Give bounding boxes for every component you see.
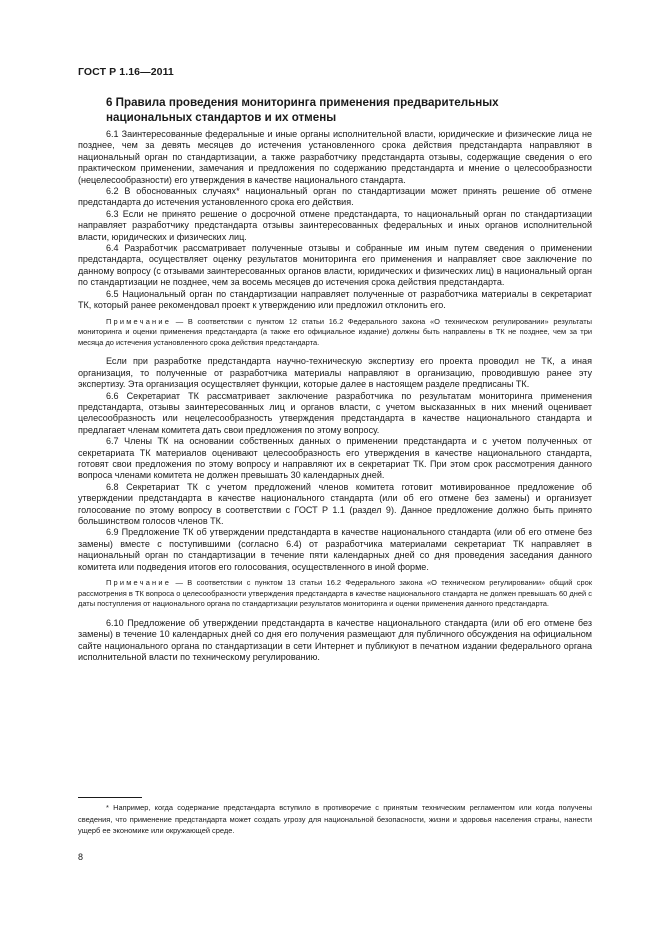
paragraph-6-4: 6.4 Разработчик рассматривает полученные отзывы и собранные им иным путем сведения о применении предстандарта, осуществляет оценку результатов мониторинга его применения и направляет свое заключение по данному вопросу (с отзывами заинтересованных органов власти, юридических и физических лиц) в национальный орган по стандартизации не позднее, чем за восемь месяцев до истечения срока действия предстандарта.: [78, 243, 592, 288]
page-number: 8: [78, 852, 84, 862]
note-label: Примечание: [106, 316, 172, 326]
paragraph-6-1: 6.1 Заинтересованные федеральные и иные органы исполнительной власти, юридические и физические лица не позднее, чем за девять месяцев до истечения установленного срока действия предстандарта направляют в национальный орган по стандартизации, а также разработчику предстандарта отзывы, содержащие сведения о его практическом применении, замечания и предложения по содержанию предстандарта и мнение о целесообразности (нецелесообразности) его утверждения в качестве национального стандарта.: [78, 129, 592, 185]
note-label: Примечание: [106, 578, 172, 587]
footnote: * Например, когда содержание предстандарта вступило в противоречие с принятым техническим регламентом или когда получены сведения, что применение предстандарта может создать угрозу для национальной безопасности, жизни и здоровья населения страны, нанести ущерб ее экономике или окружающей среде.: [78, 803, 592, 836]
paragraph-6-7: 6.7 Члены ТК на основании собственных данных о применении предстандарта и с учетом полученных от секретариата ТК материалов оценивают целесообразность его утверждения в качестве национального стандарта, готовят свои предложения по этому вопросу и направляют их в секретариат ТК. При этом срок рассмотрения данного вопроса членами комитета не должен превышать 30 календарных дней.: [78, 436, 592, 481]
section-title: 6 Правила проведения мониторинга применения предварительных национальных стандартов и их отмены: [106, 96, 499, 124]
document-header: ГОСТ Р 1.16—2011: [78, 66, 174, 78]
footnote-divider: [78, 797, 142, 798]
note-1: [78, 317, 592, 349]
note-text: — В соответствии с пунктом 13 статьи 16.2 Федерального закона «О техническом регулировании» общий срок рассмотрения в ТК вопроса о целесообразности утверждения предстандарта в качестве национального стандарта не должен превышать 60 дней с даты поступления от национального органа по стандартизации результатов мониторинга и оценки применения данного предстандарта.: [78, 578, 592, 609]
paragraph-6-6: 6.6 Секретариат ТК рассматривает заключение разработчика по результатам мониторинга применения предстандарта, отзывы заинтересованных лиц и органов власти, с учетом высказанных в них мнений оценивает целесообразность или нецелесообразность утверждения предстандарта в качестве национального стандарта и предлагает членам комитета дать свои предложения по этому вопросу.: [78, 390, 592, 435]
paragraph-6-5-continued: Если при разработке предстандарта научно-техническую экспертизу его проекта проводил не ТК, а иная организация, то полученные от разработчика материалы направляют в организацию, проводившую ранее эту экспертизу. Эта организация осуществляет функции, которые далее в настоящем разделе предписаны ТК.: [78, 356, 592, 390]
paragraph-6-9: 6.9 Предложение ТК об утверждении предстандарта в качестве национального стандарта (или об его отмене без замены) вместе с поступившими (согласно 6.4) от разработчика материалами секретариат ТК направляет в национальный орган по стандартизации в течение пяти календарных дней со дня проведения заседания данного комитета или подведения итогов его голосования, осуществленного в иной форме.: [78, 527, 592, 572]
paragraph-6-2: 6.2 В обоснованных случаях* национальный орган по стандартизации может принять решение об отмене предстандарта до истечения установленного срока его действия.: [78, 186, 592, 208]
paragraph-6-3: 6.3 Если не принято решение о досрочной отмене предстандарта, то национальный орган по стандартизации направляет разработчику предстандарта отзывы заинтересованных федеральных и иных органов исполнительной власти, юридических и физических лиц.: [78, 208, 592, 242]
paragraph-6-5: 6.5 Национальный орган по стандартизации направляет полученные от разработчика материалы в секретариат ТК, который ранее рекомендовал проект к утверждению или предложил отклонить его.: [78, 288, 592, 311]
document-body: [78, 129, 592, 663]
note-text: — В соответствии с пунктом 12 статьи 16.2 Федерального закона «О техническом регулировании» результаты мониторинга и оценки применения предстандарта (а также его официальное издание) должны быть направлены в ТК не позднее, чем за три месяца до истечения установленного срока действия предстандарта.: [78, 316, 592, 347]
note-2: [78, 578, 592, 610]
paragraph-6-10: 6.10 Предложение об утверждении предстандарта в качестве национального стандарта (или об его отмене без замены) в течение 10 календарных дней со дня его получения размещают для публичного обсуждения на официальном сайте национального органа по стандартизации в сети Интернет и публикуют в печатном издании федерального органа исполнительной власти по техническому регулированию.: [78, 617, 592, 662]
paragraph-6-8: 6.8 Секретариат ТК с учетом предложений членов комитета готовит мотивированное предложение об утверждении предстандарта в качестве национального стандарта (или об его отмене без замены) и организует голосование по этому вопросу в соответствии с ГОСТ Р 1.1 (раздел 9). Данное предложение должно быть принято большинством голосов членов ТК.: [78, 481, 592, 526]
